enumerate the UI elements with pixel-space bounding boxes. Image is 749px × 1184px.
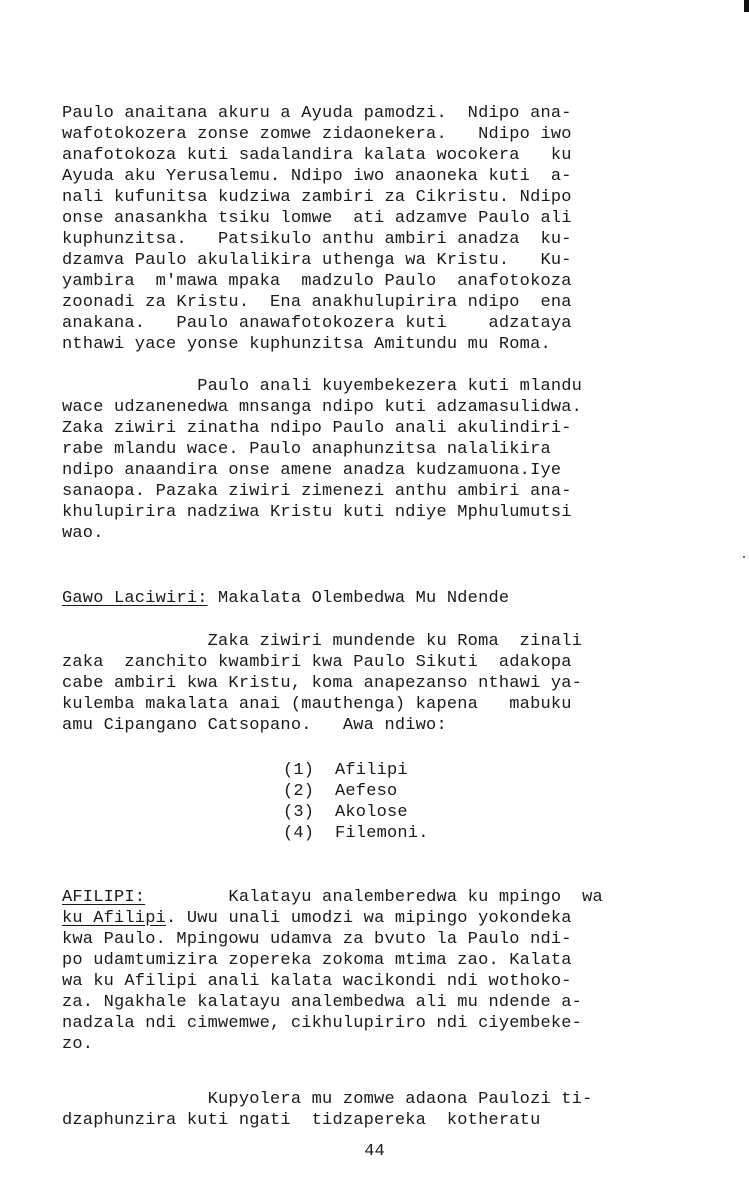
paragraph-3-line: zaka zanchito kwambiri kwa Paulo Sikuti adakopa bbox=[62, 653, 572, 672]
paragraph-1-line: Ayuda aku Yerusalemu. Ndipo iwo anaoneka kuti a- bbox=[62, 167, 572, 186]
paragraph-3-line: Zaka ziwiri mundende ku Roma zinali bbox=[62, 632, 583, 651]
paragraph-2-line: Paulo anali kuyembekezera kuti mlandu bbox=[62, 377, 583, 396]
afilipi-text: . Uwu unali umodzi wa mipingo yokondeka bbox=[166, 909, 572, 928]
paragraph-4-line: wa ku Afilipi anali kalata wacikondi ndi wothoko- bbox=[62, 972, 572, 991]
afilipi-underlined-text: ku Afilipi bbox=[62, 909, 167, 928]
section-heading-label: Gawo Laciwiri: bbox=[62, 589, 208, 608]
paragraph-2-line: khulupirira nadziwa Kristu kuti ndiye Mphulumutsi bbox=[62, 503, 572, 522]
paragraph-5-line: dzaphunzira kuti ngati tidzapereka kotheratu bbox=[62, 1111, 541, 1130]
paragraph-1-line: anafotokoza kuti sadalandira kalata wocokera ku bbox=[62, 146, 572, 165]
paragraph-1-line: Paulo anaitana akuru a Ayuda pamodzi. Ndipo ana- bbox=[62, 104, 572, 123]
paragraph-3-line: amu Cipangano Catsopano. Awa ndiwo: bbox=[62, 716, 447, 735]
paragraph-4-line: za. Ngakhale kalatayu analembedwa ali mu ndende a- bbox=[62, 993, 583, 1012]
paragraph-1-line: wafotokozera zonse zomwe zidaonekera. Ndipo iwo bbox=[62, 125, 572, 144]
section-heading-title: Makalata Olembedwa Mu Ndende bbox=[207, 589, 510, 608]
paragraph-4-line: nadzala ndi cimwemwe, cikhulupiriro ndi ciyembeke- bbox=[62, 1014, 583, 1033]
paragraph-1-line: nali kufunitsa kudziwa zambiri za Cikristu. Ndipo bbox=[62, 188, 572, 207]
paragraph-1-line: zoonadi za Kristu. Ena anakhulupirira ndipo ena bbox=[62, 293, 572, 312]
paragraph-2-line: sanaopa. Pazaka ziwiri zimenezi anthu ambiri ana- bbox=[62, 482, 572, 501]
paragraph-1-line: yambira m'mawa mpaka madzulo Paulo anafotokoza bbox=[62, 272, 572, 291]
paragraph-2-line: rabe mlandu wace. Paulo anaphunzitsa nalalikira bbox=[62, 440, 551, 459]
paragraph-3-line: kulemba makalata anai (mauthenga) kapena mabuku bbox=[62, 695, 572, 714]
list-item: (4) Filemoni. bbox=[283, 824, 429, 843]
list-item: (1) Afilipi bbox=[283, 761, 408, 780]
paragraph-3-line: cabe ambiri kwa Kristu, koma anapezanso nthawi ya- bbox=[62, 674, 583, 693]
paragraph-1-line: dzamva Paulo akulalikira uthenga wa Kristu. Ku- bbox=[62, 251, 572, 270]
afilipi-line bbox=[62, 908, 572, 929]
list-item: (2) Aefeso bbox=[283, 782, 398, 801]
paragraph-5-line: Kupyolera mu zomwe adaona Paulozi ti- bbox=[62, 1090, 593, 1109]
section-heading bbox=[62, 588, 509, 609]
paragraph-2-line: ndipo anaandira onse amene anadza kudzamuona.Iye bbox=[62, 461, 562, 480]
page-number: 44 bbox=[364, 1142, 385, 1161]
paragraph-1-line: nthawi yace yonse kuphunzitsa Amitundu mu Roma. bbox=[62, 335, 551, 354]
paragraph-2-line: Zaka ziwiri zinatha ndipo Paulo anali akulindiri- bbox=[62, 419, 572, 438]
paragraph-4-line: zo. bbox=[62, 1035, 94, 1054]
paragraph-1-line: onse anasankha tsiku lomwe ati adzamve Paulo ali bbox=[62, 209, 572, 228]
afilipi-line bbox=[62, 887, 603, 908]
paragraph-4-line: kwa Paulo. Mpingowu udamva za bvuto la Paulo ndi- bbox=[62, 930, 572, 949]
scan-edge-mark bbox=[744, 0, 749, 12]
afilipi-label: AFILIPI: bbox=[62, 888, 146, 907]
paragraph-4-line: po udamtumizira zopereka zokoma mtima zao. Kalata bbox=[62, 951, 572, 970]
paragraph-1-line: kuphunzitsa. Patsikulo anthu ambiri anadza ku- bbox=[62, 230, 572, 249]
paragraph-2-line: wace udzanenedwa mnsanga ndipo kuti adzamasulidwa. bbox=[62, 398, 583, 417]
paragraph-1-line: anakana. Paulo anawafotokozera kuti adzataya bbox=[62, 314, 572, 333]
list-item: (3) Akolose bbox=[283, 803, 408, 822]
afilipi-text: Kalatayu analemberedwa ku mpingo wa bbox=[145, 888, 603, 907]
scan-speck bbox=[743, 556, 745, 558]
paragraph-2-line: wao. bbox=[62, 524, 104, 543]
